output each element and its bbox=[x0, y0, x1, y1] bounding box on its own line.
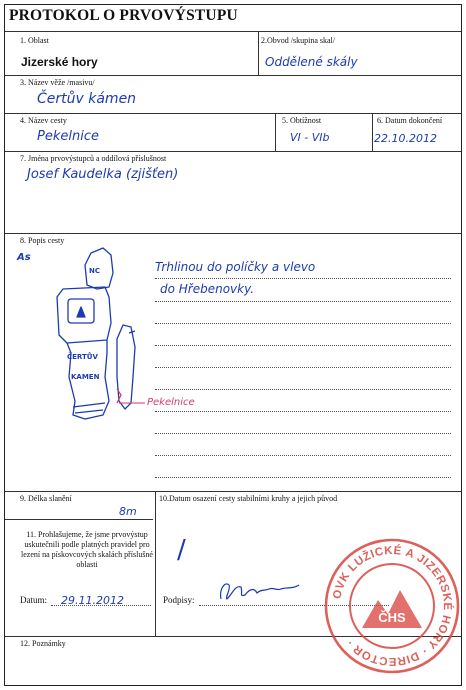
prohlaseni-text: 11. Prohlašujeme, že jsme prvovýstup uskutečnili podle platných pravidel pro lezení na pískovcových skalách příslušné oblasti bbox=[21, 530, 153, 569]
divider bbox=[155, 491, 156, 636]
popis-label: 8. Popis cesty bbox=[20, 236, 65, 245]
nazev-veze-label: 3. Název věže /masivu/ bbox=[20, 78, 95, 87]
divider bbox=[5, 519, 153, 520]
obvod-label: 2.Obvod /skupina skal/ bbox=[261, 36, 335, 45]
nazev-veze-value: Čertův kámen bbox=[37, 91, 137, 107]
datum-dokonceni-label: 6. Datum dokončení bbox=[377, 116, 443, 125]
sketch-direction: As bbox=[17, 252, 31, 263]
popis-text-line-1: Trhlinou do políčky a vlevo bbox=[155, 260, 316, 274]
delka-label: 9. Délka slanění bbox=[20, 494, 72, 503]
popis-text-line-2: do Hřebenovky. bbox=[160, 282, 255, 296]
oblast-value: Jizerské hory bbox=[21, 55, 98, 69]
jmena-label: 7. Jména prvovýstupců a oddílová příslušnost bbox=[20, 154, 167, 163]
delka-value: 8m bbox=[119, 505, 137, 518]
oblast-label: 1. Oblast bbox=[20, 36, 49, 45]
form-title: PROTOKOL O PRVOVÝSTUPU bbox=[9, 7, 238, 24]
nazev-cesty-value: Pekelnice bbox=[37, 129, 99, 144]
datum-value: 29.11.2012 bbox=[61, 594, 124, 607]
sketch-route-name: Pekelnice bbox=[147, 397, 195, 408]
sketch-certuv: ČERTŮV bbox=[67, 353, 98, 361]
poznamky-label: 12. Poznámky bbox=[20, 639, 66, 648]
signature bbox=[215, 575, 305, 605]
datum-dokonceni-value: 22.10.2012 bbox=[374, 132, 437, 145]
sketch-nc: NC bbox=[89, 267, 100, 275]
jmena-value: Josef Kaudelka (zjišťen) bbox=[27, 167, 179, 182]
divider bbox=[5, 491, 461, 492]
obvod-value: Oddělené skály bbox=[265, 55, 358, 69]
datum-osazeni-value: / bbox=[177, 535, 186, 565]
obtiznost-value: VI - VIb bbox=[290, 131, 330, 144]
stamp-center-text: ČHS bbox=[378, 610, 406, 625]
podpisy-label: Podpisy: bbox=[163, 595, 195, 605]
official-stamp bbox=[322, 526, 462, 686]
sketch-kamen: KAMEN bbox=[71, 373, 100, 381]
obtiznost-label: 5. Obtížnost bbox=[282, 116, 322, 125]
datum-osazeni-label: 10.Datum osazení cesty stabilními kruhy a jejich původ bbox=[159, 494, 338, 503]
datum-label: Datum: bbox=[20, 595, 47, 605]
nazev-cesty-label: 4. Název cesty bbox=[20, 116, 67, 125]
stamp-ring-text: OVK LUŽICKÉ A JIZERSKÉ HORY · DIRECTOR · bbox=[331, 544, 454, 668]
